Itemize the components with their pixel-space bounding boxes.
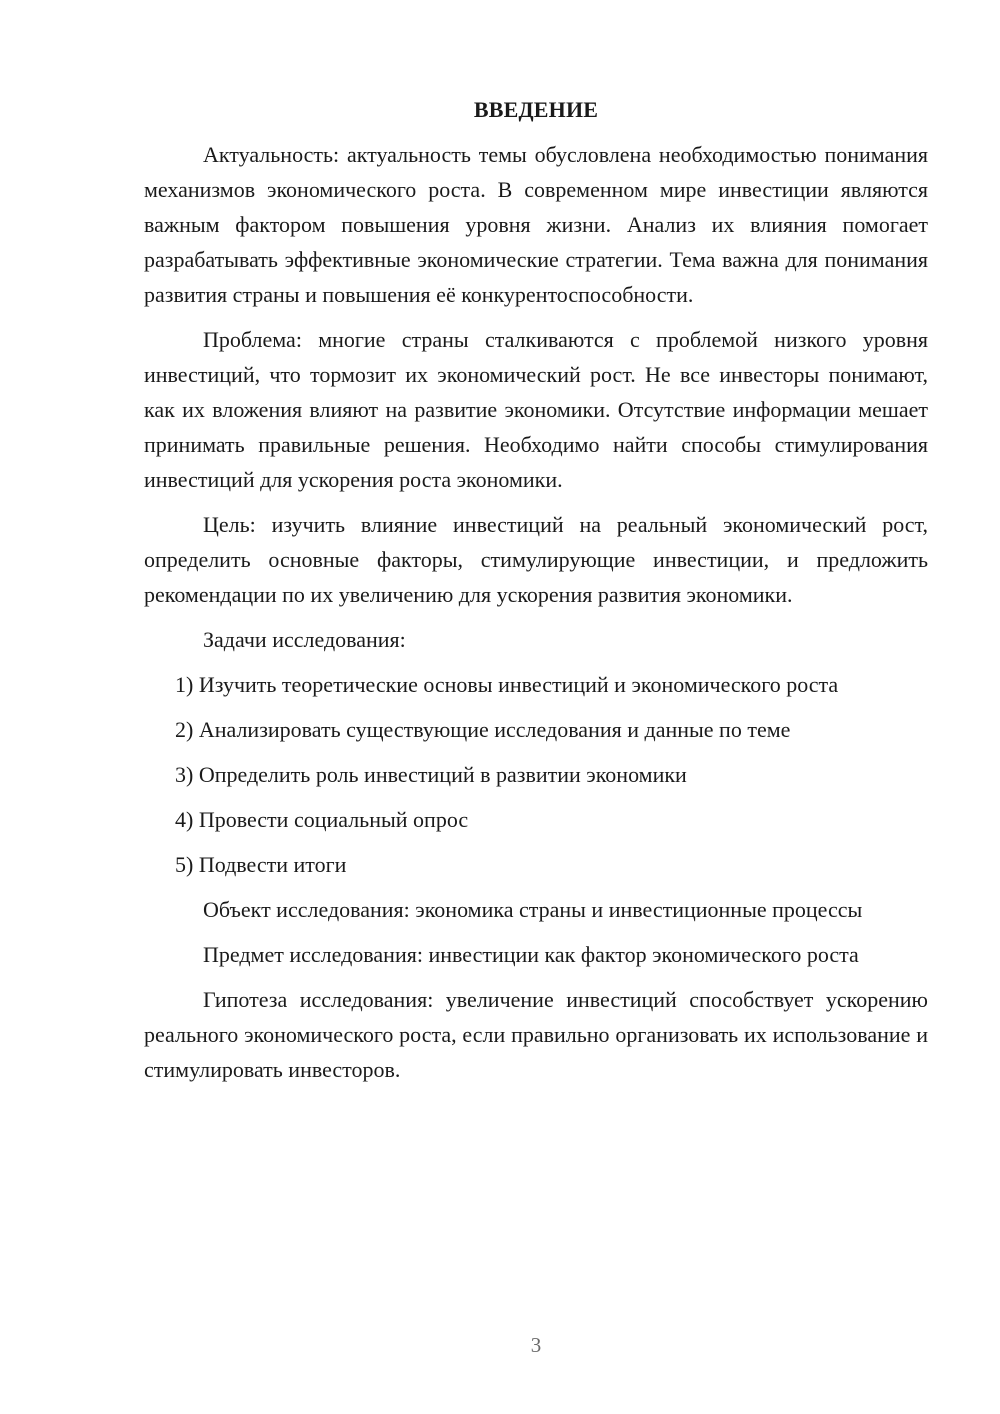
page-title: ВВЕДЕНИЕ: [473, 97, 599, 122]
tasks-list: [144, 667, 928, 882]
subject-paragraph: Предмет исследования: инвестиции как фактор экономического роста: [203, 942, 859, 967]
page-number: 3: [530, 1333, 542, 1357]
list-item: 3) Определить роль инвестиций в развитии экономики: [175, 762, 687, 787]
document-body: [144, 92, 928, 1087]
problem-paragraph: Проблема: многие страны сталкиваются с проблемой низкого уровня инвестиций, что тормозит их экономический рост. Не все инвесторы понимают, как их вложения влияют на развитие экономики. Отсутствие информации мешает принимать правильные решения. Необходимо найти способы стимулирования инвестиций для ускорения роста экономики.: [144, 327, 928, 492]
object-paragraph: Объект исследования: экономика страны и инвестиционные процессы: [203, 897, 863, 922]
list-item: 1) Изучить теоретические основы инвестиций и экономического роста: [175, 672, 839, 697]
goal-paragraph: Цель: изучить влияние инвестиций на реальный экономический рост, определить основные факторы, стимулирующие инвестиции, и предложить рекомендации по их увеличению для ускорения развития экономики.: [144, 512, 928, 607]
list-item: 2) Анализировать существующие исследования и данные по теме: [175, 717, 791, 742]
hypothesis-paragraph: Гипотеза исследования: увеличение инвестиций способствует ускорению реального экономического роста, если правильно организовать их использование и стимулировать инвесторов.: [144, 987, 928, 1082]
relevance-paragraph: Актуальность: актуальность темы обусловлена необходимостью понимания механизмов экономического роста. В современном мире инвестиции являются важным фактором повышения уровня жизни. Анализ их влияния помогает разрабатывать эффективные экономические стратегии. Тема важна для понимания развития страны и повышения её конкурентоспособности.: [144, 142, 928, 307]
tasks-heading: Задачи исследования:: [203, 627, 406, 652]
list-item: 4) Провести социальный опрос: [175, 807, 469, 832]
list-item: 5) Подвести итоги: [175, 852, 347, 877]
